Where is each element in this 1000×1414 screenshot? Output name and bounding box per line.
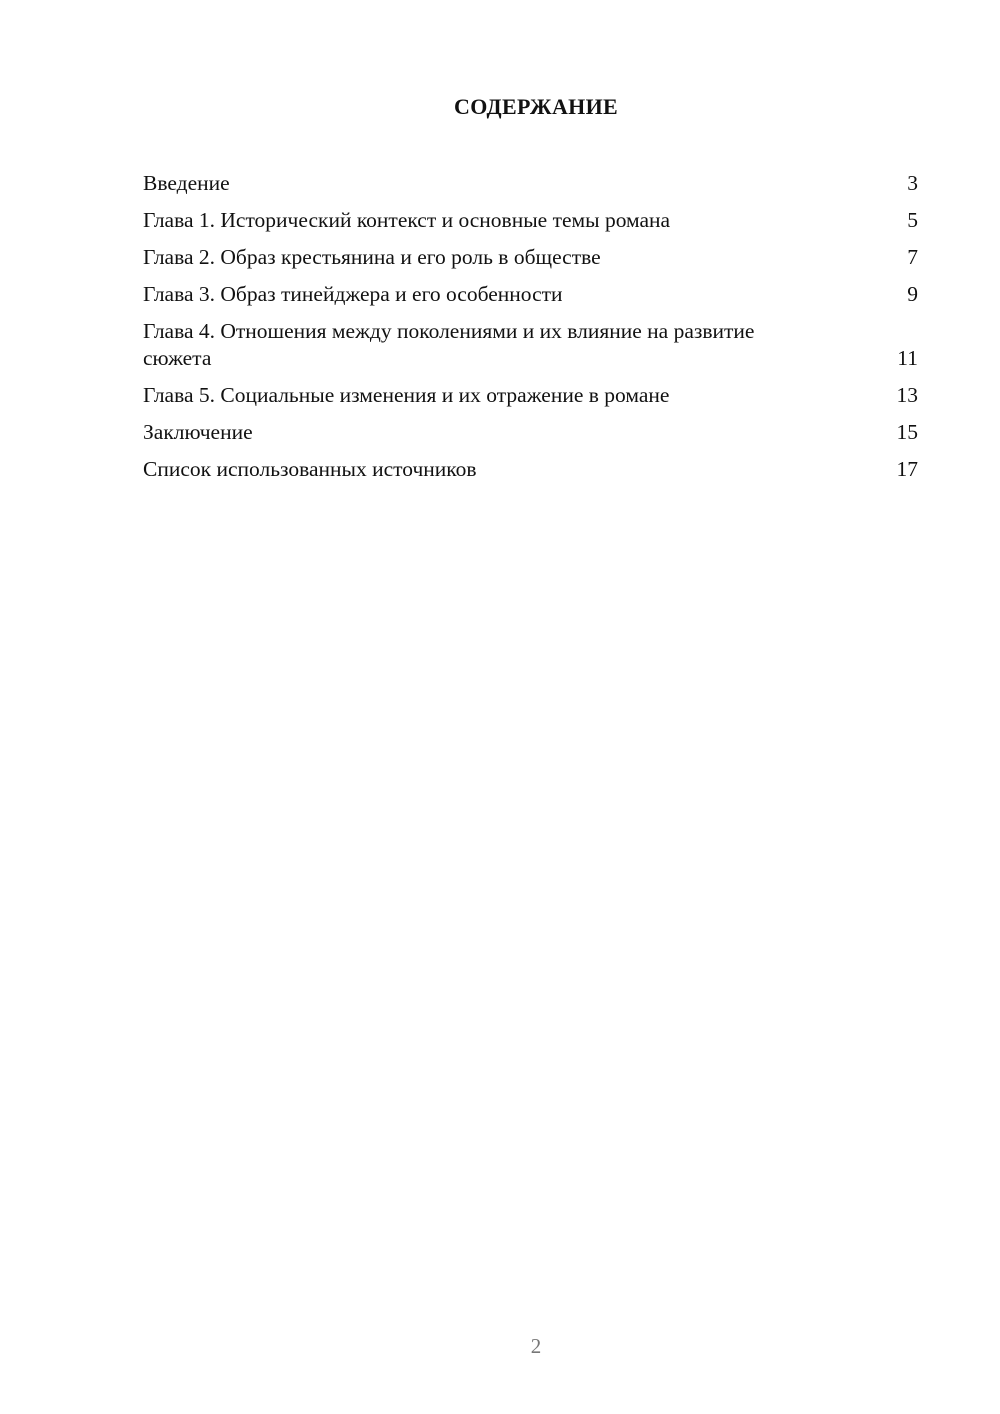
toc-entry-label: Глава 3. Образ тинейджера и его особенности — [143, 282, 563, 306]
toc-list — [143, 170, 918, 493]
toc-entry-chapter-3 — [143, 281, 918, 308]
toc-entry-label: Заключение — [143, 420, 253, 444]
toc-entry-label: Глава 4. Отношения между поколениями и их влияние на развитие сюжета — [143, 319, 755, 370]
page-number: 2 — [530, 1334, 542, 1358]
toc-entry-page: 3 — [907, 171, 918, 195]
toc-entry-chapter-5 — [143, 382, 918, 409]
toc-entry-references — [143, 456, 918, 483]
toc-entry-label: Глава 5. Социальные изменения и их отражение в романе — [143, 383, 670, 407]
toc-entry-page: 7 — [907, 245, 918, 269]
toc-entry-introduction — [143, 170, 918, 197]
toc-entry-chapter-2 — [143, 244, 918, 271]
toc-entry-chapter-1 — [143, 207, 918, 234]
toc-entry-conclusion — [143, 419, 918, 446]
toc-entry-chapter-4 — [143, 318, 918, 372]
toc-entry-page: 5 — [907, 208, 918, 232]
toc-entry-label: Глава 1. Исторический контекст и основные темы романа — [143, 208, 671, 232]
toc-entry-page: 13 — [896, 383, 918, 407]
toc-title: СОДЕРЖАНИЕ — [454, 94, 618, 119]
toc-entry-page: 9 — [907, 282, 918, 306]
toc-entry-page: 11 — [897, 346, 918, 370]
toc-entry-label: Список использованных источников — [143, 457, 477, 481]
toc-entry-page: 15 — [896, 420, 918, 444]
toc-entry-label: Глава 2. Образ крестьянина и его роль в обществе — [143, 245, 601, 269]
toc-entry-label: Введение — [143, 171, 230, 195]
toc-entry-page: 17 — [896, 457, 918, 481]
